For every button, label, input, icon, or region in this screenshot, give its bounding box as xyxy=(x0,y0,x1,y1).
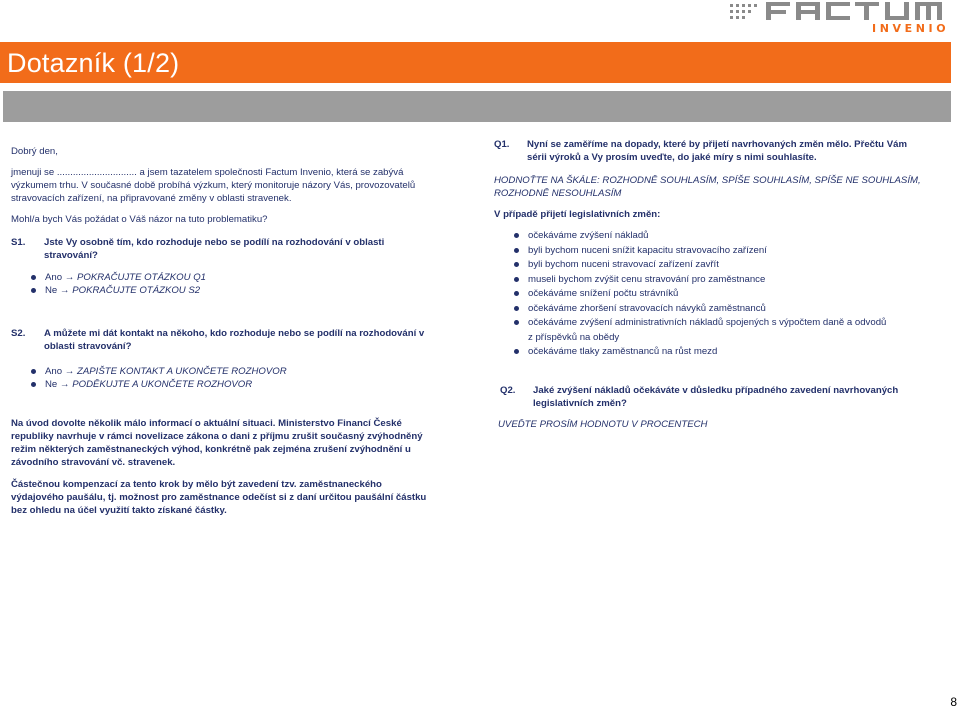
q1-heading: V případě přijetí legislativních změn: xyxy=(494,209,661,220)
logo-graphic xyxy=(728,0,960,36)
list-item: Ano → ZAPIŠTE KONTAKT A UKONČETE ROZHOVOR xyxy=(31,365,436,378)
list-item: očekáváme zhoršení stravovacích návyků zaměstnanců xyxy=(514,302,924,317)
list-item-continuation: z příspěvků na obědy xyxy=(528,331,620,343)
list-item: očekáváme zvýšení nákladů xyxy=(514,229,924,244)
question-number: Q1. xyxy=(494,139,510,150)
questionnaire-left-column xyxy=(11,128,436,517)
option-instruction: ZAPIŠTE KONTAKT A UKONČETE ROZHOVOR xyxy=(77,366,287,377)
question-number: S2. xyxy=(11,328,26,339)
option-instruction: PODĚKUJTE A UKONČETE ROZHOVOR xyxy=(72,379,253,390)
factum-invenio-logo xyxy=(728,0,960,36)
title-bar xyxy=(0,42,951,83)
q1-statements xyxy=(494,229,924,360)
option-label: Ne xyxy=(45,379,58,390)
logo-subtext: INVENIO xyxy=(872,22,950,35)
question-s1 xyxy=(11,236,436,262)
question-number: S1. xyxy=(11,237,26,248)
question-s2 xyxy=(11,327,436,353)
question-number: Q2. xyxy=(500,384,516,396)
question-text: Jaké zvýšení nákladů očekáváte v důsledku případného zavedení navrhovaných legislativních změn? xyxy=(533,384,899,409)
q2-instruction: UVEĎTE PROSÍM HODNOTU V PROCENTECH xyxy=(498,418,708,430)
option-instruction: POKRAČUJTE OTÁZKOU S2 xyxy=(72,285,201,296)
questionnaire-document xyxy=(0,128,960,548)
list-item: Ne → PODĚKUJTE A UKONČETE ROZHOVOR xyxy=(31,378,436,391)
request-paragraph: Mohl/a bych Vás požádat o Váš názor na tuto problematiku? xyxy=(11,214,268,225)
question-text: A můžete mi dát kontakt na někoho, kdo rozhoduje nebo se podílí na rozhodování v oblasti stravování? xyxy=(44,328,425,352)
list-item: byli bychom nuceni snížit kapacitu stravovacího zařízení xyxy=(514,244,924,259)
greeting: Dobrý den, xyxy=(11,146,58,157)
list-item: očekáváme zvýšení administrativních nákladů spojených s výpočtem daně a odvodů xyxy=(514,316,924,331)
question-text: Nyní se zaměříme na dopady, které by přijetí navrhovaných změn mělo. Přečtu Vám sérii výroků a Vy prosím uveďte, do jaké míry s nimi souhlasíte. xyxy=(527,139,907,163)
list-item: Ano → POKRAČUJTE OTÁZKOU Q1 xyxy=(31,271,436,284)
page-title: Dotazník (1/2) xyxy=(7,48,180,78)
list-item: byli bychom nuceni stravovací zařízení zavřít xyxy=(514,258,924,273)
q1-scale-instruction: HODNOŤTE NA ŠKÁLE: ROZHODNĚ SOUHLASÍM, SPÍŠE SOUHLASÍM, SPÍŠE NE SOUHLASÍM, ROZHODNĚ NESOUHLASÍM xyxy=(494,175,921,199)
list-item: očekáváme tlaky zaměstnanců na růst mezd xyxy=(514,345,924,360)
question-q2 xyxy=(494,384,924,410)
option-label: Ne xyxy=(45,285,58,296)
intro-paragraph: jmenuji se .............................. a jsem tazatelem společnosti Factum Invenio, která se zabývá výzkumem trhu. V současné době probíhá výzkum, který monitoruje názory Vás, provozovatelů stravovacích zařízení, na připravované změny v oblasti stravenek. xyxy=(11,167,416,204)
option-instruction: POKRAČUJTE OTÁZKOU Q1 xyxy=(77,272,207,283)
list-item: museli bychom zvýšit cenu stravování pro zaměstnance xyxy=(514,273,924,288)
header-band xyxy=(3,91,951,122)
situation-paragraph: Na úvod dovolte několik málo informací o aktuální situaci. Ministerstvo Financí České republiky navrhuje v rámci novelizace zákona o dani z příjmu zrušit současný zvýhodněný režim některých zaměstnaneckých výhod, konkrétně pak zejména zrušení zvýhodnění u závodního stravování vč. stravenek. xyxy=(11,418,423,468)
list-item: očekáváme snížení počtu strávníků xyxy=(514,287,924,302)
option-label: Ano xyxy=(45,272,63,283)
list-item: Ne → POKRAČUJTE OTÁZKOU S2 xyxy=(31,284,436,297)
compensation-paragraph: Částečnou kompenzací za tento krok by mělo být zavedení tzv. zaměstnaneckého výdajového paušálu, tj. možnost pro zaměstnance odečíst si z daní určitou paušální částku bez ohledu na účel využití takto získané částky. xyxy=(11,479,427,516)
s2-options xyxy=(11,365,436,391)
questionnaire-right-column xyxy=(494,128,924,431)
s1-options xyxy=(11,271,436,297)
question-q1 xyxy=(494,138,924,164)
question-text: Jste Vy osobně tím, kdo rozhoduje nebo se podílí na rozhodování v oblasti stravování? xyxy=(44,237,385,261)
option-label: Ano xyxy=(45,366,63,377)
page-number: 8 xyxy=(950,695,957,709)
